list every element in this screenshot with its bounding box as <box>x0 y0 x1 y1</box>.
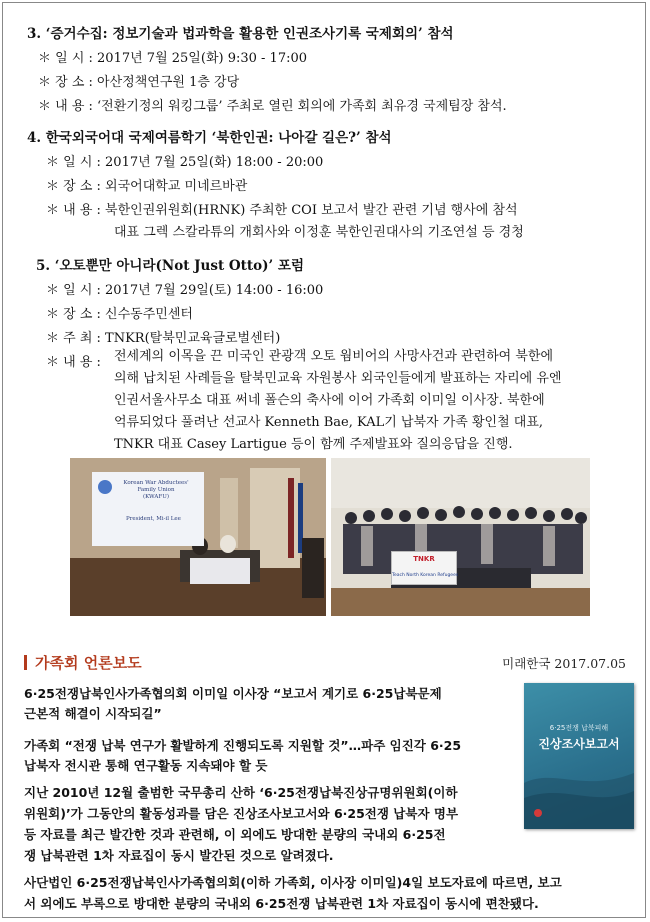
item-3-date: ＊ 일 시 : 2017년 7월 25일(화) 9:30 - 17:00 <box>38 51 308 66</box>
screen-line-4: President, Mi-il Lee <box>126 516 181 522</box>
item-4-place: ＊ 장 소 : 외국어대학교 미네르바관 <box>46 179 248 194</box>
press-subhead-1: 가족회 “전쟁 납북 연구가 활발하게 진행되도록 지원할 것”…파주 임진각 6·25 <box>24 738 462 753</box>
tnkr-banner <box>391 551 457 585</box>
press-section-heading: 가족회 언론보도 <box>24 652 142 673</box>
report-book-cover <box>524 683 634 829</box>
item-5-content: 전세계의 이목을 끈 미국인 관광객 오토 웜비어의 사망사건과 관련하여 북한에 의해 납치된 사례들을 탈북민교육 자원봉사 외국인들에게 발표하는 자리에 유엔 인권서울사무소 대표 써네 폴슨의 축사에 이어 가족회 이미일 이사장. 북한에 억류되었다 풀려난 선교사 Kenneth Bae, KAL기 납북자 가족 황인철 대표, TNKR 대표 Casey Lartigue 등이 함께 주제발표와 질의응답을 진행. <box>114 349 562 452</box>
press-body-1: 지난 2010년 12월 출범한 국무총리 산하 ‘6·25전쟁납북진상규명위원회(이하 위원회)’가 그동안의 활동성과를 담은 진상조사보고서와 6·25전쟁 납북자 명부 등 자료를 최근 발간한 것과 관련해, 이 외에도 방대한 분량의 국내외 6·25전 쟁 납북관련 1차 자료집이 동시 발간된 것으로 알려졌다. <box>24 785 459 863</box>
item-3-title: 3. ‘증거수집: 정보기술과 법과학을 활용한 인권조사기록 국제회의’ 참석 <box>27 26 454 42</box>
item-5-content-label: ＊ 내 용 : <box>46 355 101 370</box>
item-5-title: 5. ‘오토뿐만 아니라(Not Just Otto)’ 포럼 <box>36 258 304 274</box>
item-4-title: 4. 한국외국어대 국제여름학기 ‘북한인권: 나아갈 길은?’ 참석 <box>27 130 392 146</box>
book-subtitle: 6·25전쟁 납북피해 <box>549 724 609 732</box>
item-3-content: ＊ 내 용 : ‘전환기정의 워킹그룹’ 주최로 열린 회의에 가족회 최유경 국제팀장 참석. <box>38 99 507 114</box>
item-4-content-cont: 대표 그렉 스칼라튜의 개회사와 이정훈 북한인권대사의 기조연설 등 경청 <box>114 225 524 240</box>
item-5-host: ＊ 주 최 : TNKR(탈북민교육글로벌센터) <box>46 331 281 346</box>
press-source-date: 미래한국 2017.07.05 <box>502 656 626 671</box>
item-5-date: ＊ 일 시 : 2017년 7월 29일(토) 14:00 - 16:00 <box>46 283 324 298</box>
projector-screen <box>92 472 204 546</box>
banner-title: TNKR <box>413 555 435 563</box>
book-title: 진상조사보고서 <box>538 737 620 751</box>
press-body-2: 사단법인 6·25전쟁납북인사가족협의회(이하 가족회, 이사장 이미일)4일 보도자료에 따르면, 보고 서 외에도 부록으로 방대한 분량의 국내외 6·25전쟁 납북관련 1차 자료집이 동시에 편찬됐다. <box>24 875 562 911</box>
group-photo <box>331 458 590 616</box>
kwafu-logo-icon <box>98 480 112 494</box>
government-emblem-icon <box>534 809 542 817</box>
press-headline-2: 근본적 해결이 시작되길” <box>24 706 162 721</box>
press-headline-1: 6·25전쟁납북인사가족협의회 이미일 이사장 “보고서 계기로 6·25납북문제 <box>24 686 442 701</box>
press-subhead-2: 납북자 전시관 통해 연구활동 지속돼야 할 듯 <box>24 758 268 773</box>
screen-line-2: Family Union <box>137 487 175 493</box>
screen-line-3: (KWAFU) <box>142 494 169 500</box>
item-4-content: ＊ 내 용 : 북한인권위원회(HRNK) 주최한 COI 보고서 발간 관련 기념 행사에 참석 <box>46 203 518 218</box>
item-4-date: ＊ 일 시 : 2017년 7월 25일(화) 18:00 - 20:00 <box>46 155 324 170</box>
item-3-place: ＊ 장 소 : 아산정책연구원 1층 강당 <box>38 75 240 90</box>
conference-photo <box>70 458 326 616</box>
screen-line-1: Korean War Abductees' <box>123 480 189 486</box>
banner-subtitle: Teach North Korean Refugees <box>392 573 459 578</box>
item-5-place: ＊ 장 소 : 신수동주민센터 <box>46 307 193 322</box>
